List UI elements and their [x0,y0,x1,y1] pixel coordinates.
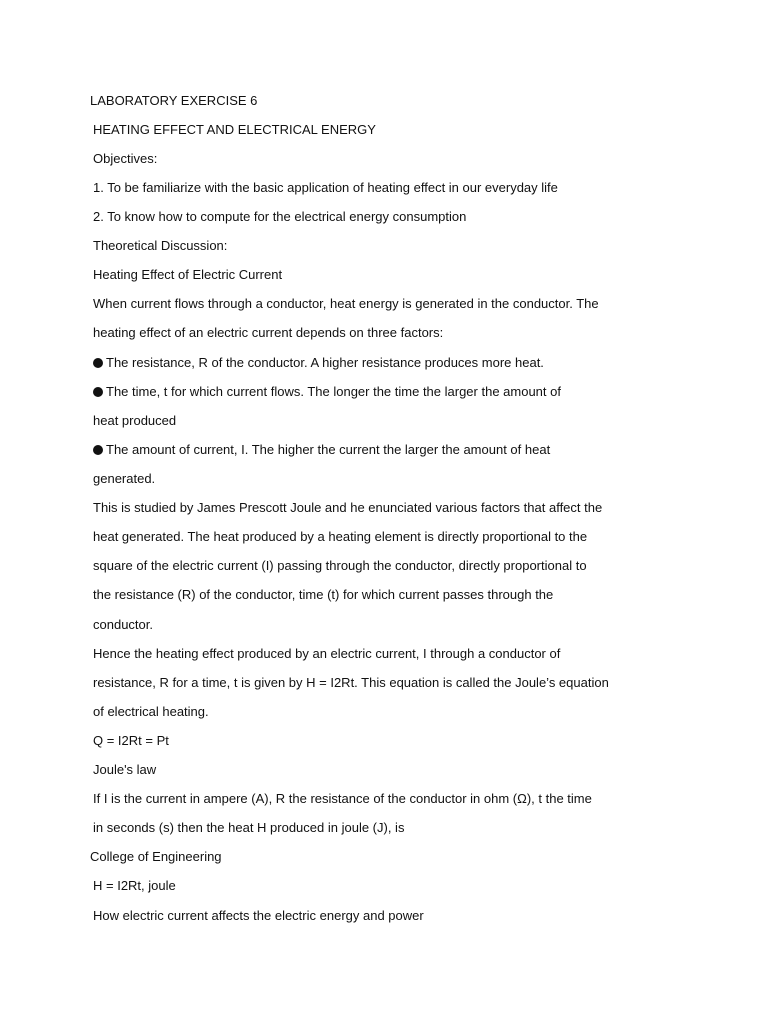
bullet-item [93,355,544,371]
college-label: College of Engineering [90,849,222,864]
objectives-heading: Objectives: [93,151,158,166]
document-subtitle: HEATING EFFECT AND ELECTRICAL ENERGY [93,122,376,137]
bullet-text: The time, t for which current flows. The longer the time the larger the amount of [106,384,561,399]
bullet-text: The resistance, R of the conductor. A higher resistance produces more heat. [106,355,544,370]
bullet-dot-icon [93,358,103,368]
paragraph-line: in seconds (s) then the heat H produced in joule (J), is [93,820,405,835]
paragraph-line: conductor. [93,617,153,632]
bullet-dot-icon [93,387,103,397]
section-heading-2: How electric current affects the electric energy and power [93,908,424,923]
paragraph-line: When current flows through a conductor, heat energy is generated in the conductor. The [93,296,599,311]
bullet-dot-icon [93,445,103,455]
equation-2: H = I2Rt, joule [93,878,176,893]
equation: Q = I2Rt = Pt [93,733,169,748]
bullet-continuation: generated. [93,471,156,486]
paragraph-line: Hence the heating effect produced by an electric current, I through a conductor of [93,646,561,661]
objective-1: 1. To be familiarize with the basic application of heating effect in our everyday life [93,180,558,195]
paragraph-line: resistance, R for a time, t is given by H = I2Rt. This equation is called the Joule’s equation [93,675,609,690]
objective-2: 2. To know how to compute for the electrical energy consumption [93,209,467,224]
bullet-text: The amount of current, I. The higher the current the larger the amount of heat [106,442,551,457]
bullet-continuation: heat produced [93,413,177,428]
theory-heading: Theoretical Discussion: [93,238,228,253]
section-heading: Heating Effect of Electric Current [93,267,283,282]
paragraph-line: of electrical heating. [93,704,209,719]
paragraph-line: This is studied by James Prescott Joule and he enunciated various factors that affect the [93,500,603,515]
paragraph-line: If I is the current in ampere (A), R the resistance of the conductor in ohm (Ω), t the time [93,791,592,806]
paragraph-line: the resistance (R) of the conductor, time (t) for which current passes through the [93,587,554,602]
law-heading: Joule's law [93,762,157,777]
bullet-item [93,442,550,458]
paragraph-line: square of the electric current (I) passing through the conductor, directly proportional to [93,558,587,573]
bullet-item [93,384,561,400]
paragraph-line: heat generated. The heat produced by a heating element is directly proportional to the [93,529,588,544]
paragraph-line: heating effect of an electric current depends on three factors: [93,325,444,340]
document-title: LABORATORY EXERCISE 6 [90,93,258,108]
